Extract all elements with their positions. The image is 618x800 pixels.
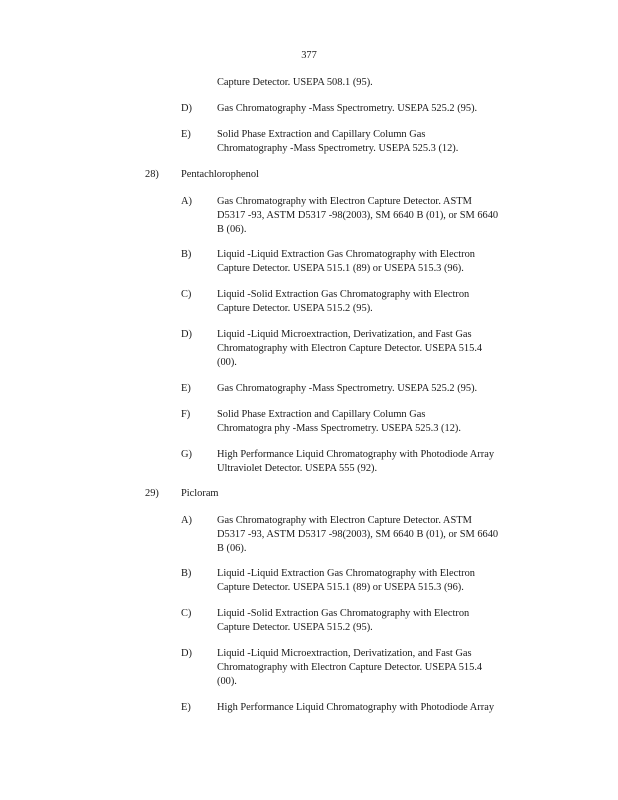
item-letter: C) [181,289,192,300]
item-letter: A) [181,515,192,526]
section-number: 28) [145,169,159,180]
item-text: Gas Chromatography -Mass Spectrometry. USEPA 525.2 (95). [217,103,478,114]
item-letter: D) [181,648,192,659]
item-letter: C) [181,608,192,619]
item-letter: B) [181,568,192,579]
item-text: Liquid -Liquid Microextraction, Derivatization, and Fast Gas Chromatography with Electron Capture Detector. USEPA 515.4 (00). [217,648,483,687]
item-text: Liquid -Solid Extraction Gas Chromatography with Electron Capture Detector. USEPA 515.2 (95). [217,289,470,314]
page-number: 377 [301,50,317,61]
item-text: Liquid -Liquid Microextraction, Derivatization, and Fast Gas Chromatography with Electron Capture Detector. USEPA 515.4 (00). [217,329,483,368]
item-text: Liquid -Solid Extraction Gas Chromatography with Electron Capture Detector. USEPA 515.2 (95). [217,608,470,633]
item-letter: F) [181,409,191,420]
item-letter: G) [181,449,192,460]
item-text: Liquid -Liquid Extraction Gas Chromatography with Electron Capture Detector. USEPA 515.1 (89) or USEPA 515.3 (96). [217,249,475,274]
item-text: High Performance Liquid Chromatography with Photodiode Array [217,702,495,713]
item-text: High Performance Liquid Chromatography with Photodiode Array Ultraviolet Detector. USEPA 555 (92). [217,449,495,474]
item-letter: A) [181,196,192,207]
item-text: Gas Chromatography -Mass Spectrometry. USEPA 525.2 (95). [217,383,478,394]
item-letter: E) [181,129,191,140]
item-text: Solid Phase Extraction and Capillary Column Gas Chromatography -Mass Spectrometry. USEPA 525.3 (12). [217,129,459,154]
section-title: Pentachlorophenol [181,169,259,180]
item-text: Solid Phase Extraction and Capillary Column Gas Chromatogra phy -Mass Spectrometry. USEPA 525.3 (12). [217,409,461,434]
continuation-text: Capture Detector. USEPA 508.1 (95). [217,77,373,88]
item-letter: D) [181,103,192,114]
item-text: Liquid -Liquid Extraction Gas Chromatography with Electron Capture Detector. USEPA 515.1 (89) or USEPA 515.3 (96). [217,568,475,593]
item-text: Gas Chromatography with Electron Capture Detector. ASTM D5317 -93, ASTM D5317 -98(2003), SM 6640 B (01), or SM 6640 B (06). [217,515,499,554]
item-letter: B) [181,249,192,260]
section-number: 29) [145,488,159,499]
section-title: Picloram [181,488,219,499]
item-letter: E) [181,383,191,394]
item-letter: E) [181,702,191,713]
item-text: Gas Chromatography with Electron Capture Detector. ASTM D5317 -93, ASTM D5317 -98(2003), SM 6640 B (01), or SM 6640 B (06). [217,196,499,235]
item-letter: D) [181,329,192,340]
